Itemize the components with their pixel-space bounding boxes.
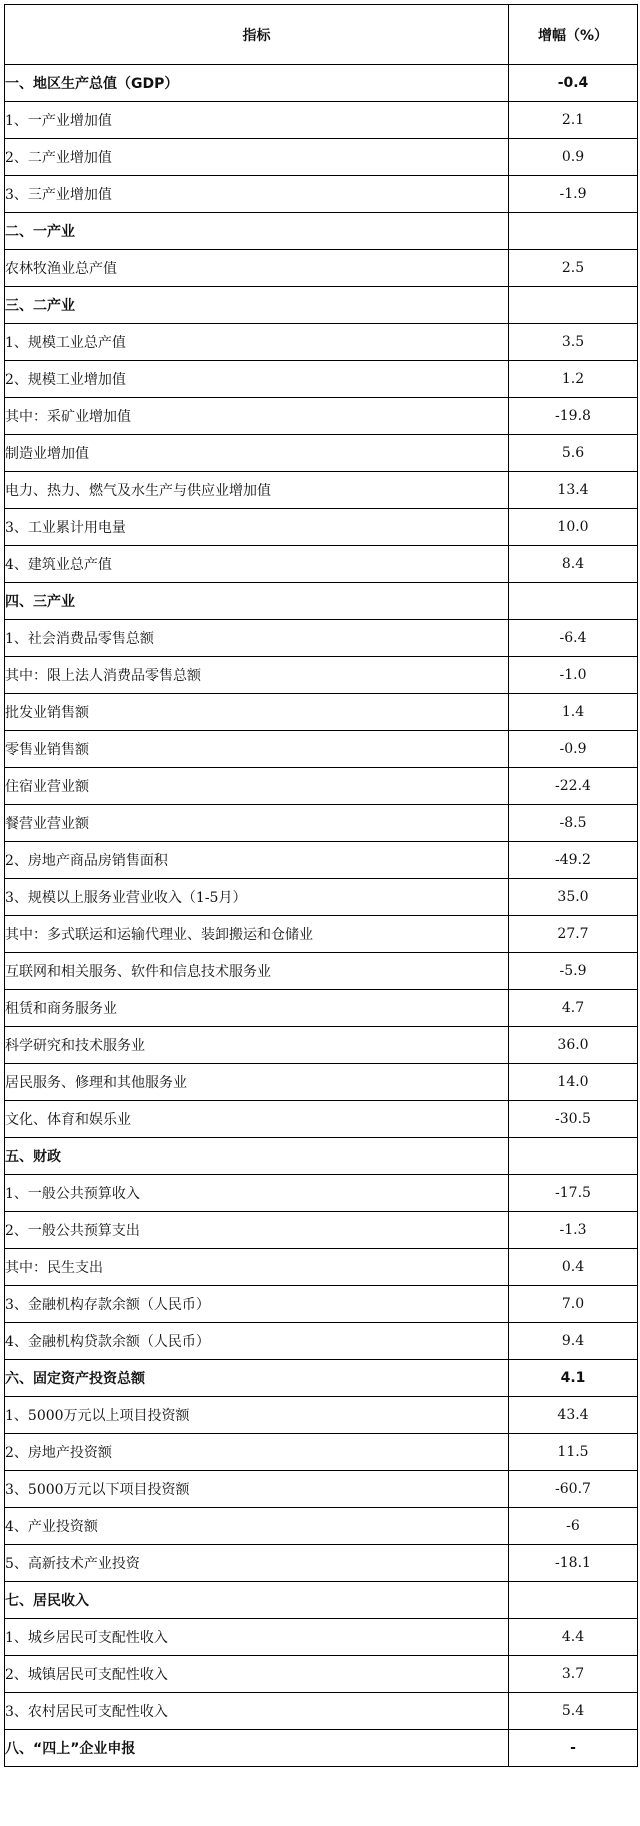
indicator-cell: 4、建筑业总产值 bbox=[5, 546, 509, 583]
table-row bbox=[5, 1175, 638, 1212]
indicator-cell: 制造业增加值 bbox=[5, 435, 509, 472]
indicator-cell: 其中：多式联运和运输代理业、装卸搬运和仓储业 bbox=[5, 916, 509, 953]
indicator-cell: 1、社会消费品零售总额 bbox=[5, 620, 509, 657]
growth-value-cell: -17.5 bbox=[509, 1175, 638, 1212]
growth-value-cell: -6 bbox=[509, 1508, 638, 1545]
table-row bbox=[5, 916, 638, 953]
table-row bbox=[5, 805, 638, 842]
table-row bbox=[5, 398, 638, 435]
indicator-cell: 3、金融机构存款余额（人民币） bbox=[5, 1286, 509, 1323]
indicator-cell: 七、居民收入 bbox=[5, 1582, 509, 1619]
table-row bbox=[5, 102, 638, 139]
table-row bbox=[5, 139, 638, 176]
growth-value-cell: - bbox=[509, 1730, 638, 1767]
growth-value-cell: -60.7 bbox=[509, 1471, 638, 1508]
table-row bbox=[5, 1064, 638, 1101]
growth-value-cell bbox=[509, 583, 638, 620]
indicator-cell: 3、工业累计用电量 bbox=[5, 509, 509, 546]
table-row bbox=[5, 1101, 638, 1138]
indicator-cell: 2、城镇居民可支配性收入 bbox=[5, 1656, 509, 1693]
growth-value-cell: 11.5 bbox=[509, 1434, 638, 1471]
indicator-cell: 其中：限上法人消费品零售总额 bbox=[5, 657, 509, 694]
indicator-cell: 四、三产业 bbox=[5, 583, 509, 620]
growth-value-cell: -30.5 bbox=[509, 1101, 638, 1138]
section-header-row bbox=[5, 1138, 638, 1175]
growth-value-cell: 4.7 bbox=[509, 990, 638, 1027]
growth-value-cell: 4.1 bbox=[509, 1360, 638, 1397]
growth-value-cell: 8.4 bbox=[509, 546, 638, 583]
table-row bbox=[5, 546, 638, 583]
indicator-cell: 互联网和相关服务、软件和信息技术服务业 bbox=[5, 953, 509, 990]
indicator-cell: 1、城乡居民可支配性收入 bbox=[5, 1619, 509, 1656]
table-row bbox=[5, 361, 638, 398]
table-row bbox=[5, 1545, 638, 1582]
section-header-row bbox=[5, 1582, 638, 1619]
growth-value-cell: -1.0 bbox=[509, 657, 638, 694]
section-header-row bbox=[5, 1730, 638, 1767]
table-row bbox=[5, 435, 638, 472]
indicator-cell: 2、二产业增加值 bbox=[5, 139, 509, 176]
growth-value-cell: 4.4 bbox=[509, 1619, 638, 1656]
growth-value-cell: -22.4 bbox=[509, 768, 638, 805]
growth-value-cell: 2.1 bbox=[509, 102, 638, 139]
table-row bbox=[5, 1397, 638, 1434]
statistics-table bbox=[4, 4, 638, 1767]
indicator-cell: 2、规模工业增加值 bbox=[5, 361, 509, 398]
indicator-cell: 1、一产业增加值 bbox=[5, 102, 509, 139]
indicator-cell: 1、规模工业总产值 bbox=[5, 324, 509, 361]
table-header-row bbox=[5, 5, 638, 65]
indicator-cell: 1、5000万元以上项目投资额 bbox=[5, 1397, 509, 1434]
table-row bbox=[5, 1619, 638, 1656]
table-row bbox=[5, 731, 638, 768]
table-row bbox=[5, 1471, 638, 1508]
indicator-cell: 农林牧渔业总产值 bbox=[5, 250, 509, 287]
growth-value-cell: 35.0 bbox=[509, 879, 638, 916]
growth-value-cell: -18.1 bbox=[509, 1545, 638, 1582]
table-row bbox=[5, 842, 638, 879]
growth-value-cell: 0.9 bbox=[509, 139, 638, 176]
table-row bbox=[5, 1027, 638, 1064]
section-header-row bbox=[5, 583, 638, 620]
table-row bbox=[5, 1249, 638, 1286]
table-row bbox=[5, 1434, 638, 1471]
table-row bbox=[5, 1286, 638, 1323]
table-row bbox=[5, 1508, 638, 1545]
indicator-cell: 二、一产业 bbox=[5, 213, 509, 250]
indicator-cell: 2、一般公共预算支出 bbox=[5, 1212, 509, 1249]
table-row bbox=[5, 509, 638, 546]
growth-value-cell: -8.5 bbox=[509, 805, 638, 842]
indicator-cell: 其中：采矿业增加值 bbox=[5, 398, 509, 435]
growth-value-cell: 5.4 bbox=[509, 1693, 638, 1730]
indicator-cell: 2、房地产投资额 bbox=[5, 1434, 509, 1471]
growth-value-cell: 3.7 bbox=[509, 1656, 638, 1693]
table-row bbox=[5, 472, 638, 509]
section-header-row bbox=[5, 213, 638, 250]
growth-value-cell: -1.3 bbox=[509, 1212, 638, 1249]
growth-value-cell: -0.4 bbox=[509, 65, 638, 102]
indicator-cell: 餐营业营业额 bbox=[5, 805, 509, 842]
indicator-cell: 5、高新技术产业投资 bbox=[5, 1545, 509, 1582]
table-row bbox=[5, 324, 638, 361]
indicator-cell: 批发业销售额 bbox=[5, 694, 509, 731]
indicator-column-header: 指标 bbox=[5, 5, 509, 65]
table-row bbox=[5, 990, 638, 1027]
indicator-cell: 六、固定资产投资总额 bbox=[5, 1360, 509, 1397]
table-body bbox=[5, 65, 638, 1767]
growth-value-cell: -19.8 bbox=[509, 398, 638, 435]
indicator-cell: 八、“四上”企业申报 bbox=[5, 1730, 509, 1767]
table-row bbox=[5, 768, 638, 805]
section-header-row bbox=[5, 65, 638, 102]
indicator-cell: 1、一般公共预算收入 bbox=[5, 1175, 509, 1212]
table-row bbox=[5, 176, 638, 213]
table-row bbox=[5, 1212, 638, 1249]
indicator-cell: 一、地区生产总值（GDP） bbox=[5, 65, 509, 102]
indicator-cell: 租赁和商务服务业 bbox=[5, 990, 509, 1027]
indicator-cell: 文化、体育和娱乐业 bbox=[5, 1101, 509, 1138]
indicator-cell: 其中：民生支出 bbox=[5, 1249, 509, 1286]
growth-value-cell: 10.0 bbox=[509, 509, 638, 546]
indicator-cell: 居民服务、修理和其他服务业 bbox=[5, 1064, 509, 1101]
growth-value-cell: -49.2 bbox=[509, 842, 638, 879]
growth-value-cell: 27.7 bbox=[509, 916, 638, 953]
table-row bbox=[5, 1693, 638, 1730]
indicator-cell: 3、5000万元以下项目投资额 bbox=[5, 1471, 509, 1508]
growth-value-cell: -5.9 bbox=[509, 953, 638, 990]
growth-value-cell: 7.0 bbox=[509, 1286, 638, 1323]
growth-value-cell: 14.0 bbox=[509, 1064, 638, 1101]
growth-value-cell: 1.4 bbox=[509, 694, 638, 731]
growth-value-cell bbox=[509, 1582, 638, 1619]
growth-value-cell: -0.9 bbox=[509, 731, 638, 768]
indicator-cell: 2、房地产商品房销售面积 bbox=[5, 842, 509, 879]
growth-value-cell: 3.5 bbox=[509, 324, 638, 361]
table-row bbox=[5, 657, 638, 694]
growth-value-cell: 43.4 bbox=[509, 1397, 638, 1434]
table-row bbox=[5, 1656, 638, 1693]
growth-value-cell: 0.4 bbox=[509, 1249, 638, 1286]
growth-value-cell: 36.0 bbox=[509, 1027, 638, 1064]
table-row bbox=[5, 953, 638, 990]
growth-value-cell bbox=[509, 1138, 638, 1175]
indicator-cell: 3、三产业增加值 bbox=[5, 176, 509, 213]
table-row bbox=[5, 879, 638, 916]
growth-value-cell bbox=[509, 287, 638, 324]
indicator-cell: 4、金融机构贷款余额（人民币） bbox=[5, 1323, 509, 1360]
table-row bbox=[5, 250, 638, 287]
table-row bbox=[5, 1323, 638, 1360]
indicator-cell: 科学研究和技术服务业 bbox=[5, 1027, 509, 1064]
section-header-row bbox=[5, 287, 638, 324]
indicator-cell: 三、二产业 bbox=[5, 287, 509, 324]
indicator-cell: 电力、热力、燃气及水生产与供应业增加值 bbox=[5, 472, 509, 509]
indicator-cell: 零售业销售额 bbox=[5, 731, 509, 768]
indicator-cell: 住宿业营业额 bbox=[5, 768, 509, 805]
growth-column-header: 增幅（%） bbox=[509, 5, 638, 65]
growth-value-cell: 1.2 bbox=[509, 361, 638, 398]
growth-value-cell: -6.4 bbox=[509, 620, 638, 657]
section-header-row bbox=[5, 1360, 638, 1397]
table-row bbox=[5, 694, 638, 731]
growth-value-cell bbox=[509, 213, 638, 250]
growth-value-cell: 2.5 bbox=[509, 250, 638, 287]
growth-value-cell: 9.4 bbox=[509, 1323, 638, 1360]
indicator-cell: 3、农村居民可支配性收入 bbox=[5, 1693, 509, 1730]
indicator-cell: 五、财政 bbox=[5, 1138, 509, 1175]
growth-value-cell: 5.6 bbox=[509, 435, 638, 472]
growth-value-cell: -1.9 bbox=[509, 176, 638, 213]
growth-value-cell: 13.4 bbox=[509, 472, 638, 509]
table-row bbox=[5, 620, 638, 657]
indicator-cell: 3、规模以上服务业营业收入（1-5月） bbox=[5, 879, 509, 916]
indicator-cell: 4、产业投资额 bbox=[5, 1508, 509, 1545]
